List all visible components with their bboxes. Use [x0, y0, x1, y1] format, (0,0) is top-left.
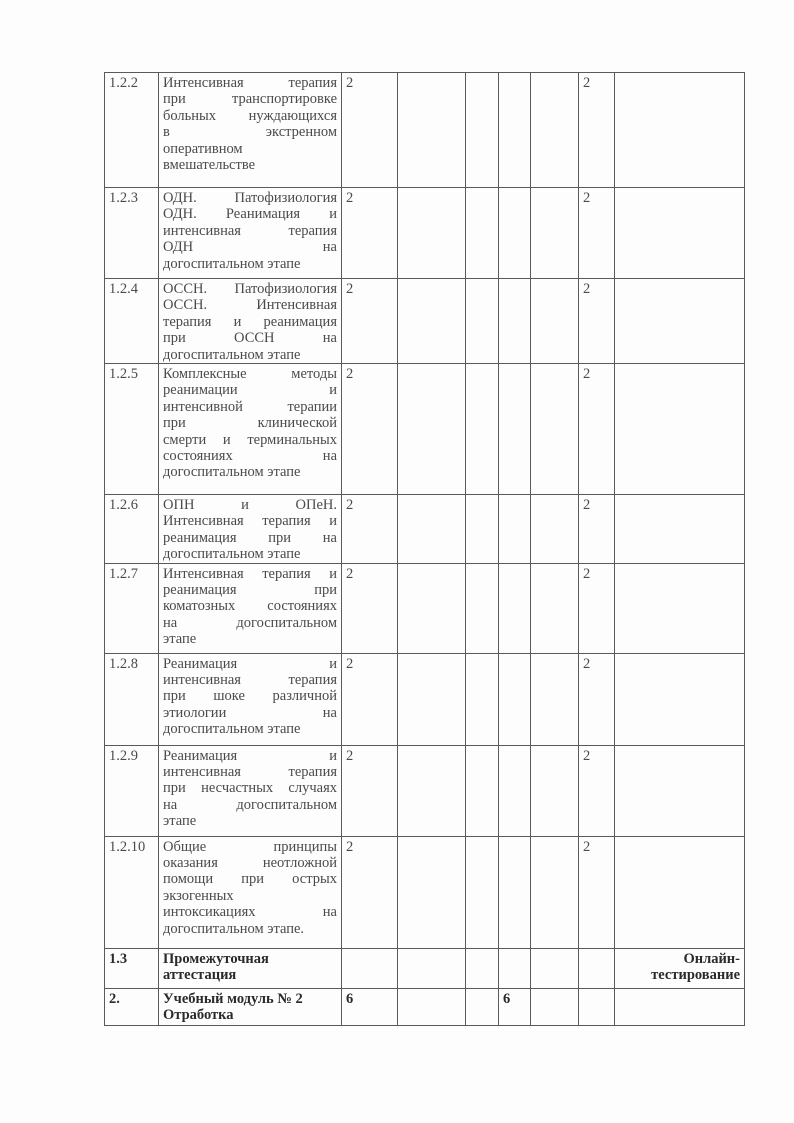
- hours-total: 2: [342, 745, 398, 836]
- topic-name-line: коматозных состояниях: [163, 598, 337, 615]
- topic-name-line: догоспитальном этапе: [163, 546, 301, 563]
- hours-total: 6: [342, 988, 398, 1025]
- control-form: [615, 563, 745, 653]
- hours-col-2: [398, 188, 466, 279]
- hours-col-5: [531, 73, 579, 188]
- hours-col-4: [499, 279, 531, 364]
- empty-cell: [342, 948, 398, 988]
- hours-total: 2: [342, 836, 398, 948]
- hours-total: 2: [342, 653, 398, 745]
- topic-name-line: догоспитальном этапе: [163, 255, 301, 272]
- hours-col-6: 2: [579, 563, 615, 653]
- table-row: [105, 563, 745, 653]
- table-row: [105, 73, 745, 188]
- topic-name-line: в экстренном: [163, 124, 337, 141]
- topic-name-line: при несчастных случаях: [163, 780, 337, 797]
- empty-cell: [398, 948, 466, 988]
- control-form-line: Онлайн-: [683, 950, 740, 967]
- control-form: [615, 364, 745, 495]
- row-number: 1.2.9: [105, 745, 159, 836]
- topic-name: [159, 188, 342, 279]
- hours-col-6: 2: [579, 653, 615, 745]
- empty-cell: [499, 948, 531, 988]
- hours-col-6: 2: [579, 836, 615, 948]
- topic-name: [159, 745, 342, 836]
- topic-name-line: ОССН. Интенсивная: [163, 297, 337, 314]
- hours-col-3: [466, 836, 499, 948]
- topic-name-line: при транспортировке: [163, 91, 337, 108]
- table-row: [105, 279, 745, 364]
- topic-name-line: интенсивная терапия: [163, 672, 337, 689]
- hours-col-6: [579, 988, 615, 1025]
- hours-col-3: [466, 563, 499, 653]
- topic-name-line: на догоспитальном: [163, 796, 337, 813]
- hours-col-5: [531, 279, 579, 364]
- control-form: [615, 73, 745, 188]
- topic-name-line: интенсивная терапия: [163, 222, 337, 239]
- hours-col-3: [466, 495, 499, 564]
- control-form: [615, 836, 745, 948]
- topic-name: [159, 836, 342, 948]
- hours-col-4: [499, 653, 531, 745]
- topic-name-line: догоспитальном этапе: [163, 464, 301, 481]
- hours-col-2: [398, 745, 466, 836]
- hours-col-2: [398, 364, 466, 495]
- hours-col-2: [398, 279, 466, 364]
- control-form: [615, 279, 745, 364]
- control-form: [615, 948, 745, 988]
- topic-name-line: Общие принципы: [163, 838, 337, 855]
- hours-col-6: 2: [579, 73, 615, 188]
- topic-name-line: Интенсивная терапия: [163, 75, 337, 91]
- hours-total: 2: [342, 188, 398, 279]
- topic-name-line: интоксикациях на: [163, 904, 337, 921]
- topic-name-line: догоспитальном этапе: [163, 346, 301, 363]
- topic-name-line: Интенсивная терапия и: [163, 565, 337, 582]
- topic-name-line: больных нуждающихся: [163, 107, 337, 124]
- topic-name-line: Интенсивная терапия и: [163, 513, 337, 530]
- hours-total: 2: [342, 73, 398, 188]
- hours-col-4: [499, 745, 531, 836]
- topic-name-line: экзогенных: [163, 887, 234, 904]
- empty-cell: [531, 948, 579, 988]
- hours-total: 2: [342, 495, 398, 564]
- topic-name-line: этиологии на: [163, 704, 337, 721]
- module-name-line: Учебный модуль № 2: [163, 990, 303, 1007]
- control-form: [615, 653, 745, 745]
- topic-name: [159, 653, 342, 745]
- hours-col-4: [499, 364, 531, 495]
- hours-col-3: [466, 279, 499, 364]
- hours-col-6: 2: [579, 188, 615, 279]
- hours-col-4: 6: [499, 988, 531, 1025]
- row-number: 1.2.4: [105, 279, 159, 364]
- hours-col-4: [499, 563, 531, 653]
- topic-name-line: оперативном: [163, 140, 243, 157]
- curriculum-table: [104, 72, 745, 1026]
- topic-name-line: на догоспитальном: [163, 614, 337, 631]
- attestation-name: [159, 948, 342, 988]
- hours-col-3: [466, 988, 499, 1025]
- empty-cell: [579, 948, 615, 988]
- module-row: [105, 988, 745, 1025]
- topic-name-line: интенсивная терапия: [163, 764, 337, 781]
- hours-col-5: [531, 988, 579, 1025]
- attestation-name-line: Промежуточная: [163, 950, 269, 967]
- hours-col-2: [398, 836, 466, 948]
- hours-col-5: [531, 653, 579, 745]
- module-name: [159, 988, 342, 1025]
- row-number: 1.2.6: [105, 495, 159, 564]
- topic-name-line: вмешательстве: [163, 157, 256, 174]
- row-number: 1.2.7: [105, 563, 159, 653]
- topic-name-line: при клинической: [163, 415, 337, 432]
- topic-name-line: этапе: [163, 631, 197, 648]
- topic-name: [159, 563, 342, 653]
- topic-name: [159, 364, 342, 495]
- hours-col-3: [466, 73, 499, 188]
- row-number: 2.: [105, 988, 159, 1025]
- hours-col-3: [466, 745, 499, 836]
- hours-col-3: [466, 653, 499, 745]
- row-number: 1.2.5: [105, 364, 159, 495]
- topic-name-line: ОДН на: [163, 239, 337, 256]
- topic-name-line: ОПН и ОПеН.: [163, 497, 337, 514]
- hours-col-6: 2: [579, 745, 615, 836]
- topic-name-line: при шоке различной: [163, 688, 337, 705]
- hours-col-6: 2: [579, 364, 615, 495]
- topic-name: [159, 495, 342, 564]
- control-form: [615, 188, 745, 279]
- hours-col-6: 2: [579, 279, 615, 364]
- table-row: [105, 745, 745, 836]
- row-number: 1.2.2: [105, 73, 159, 188]
- topic-name-line: догоспитальном этапе.: [163, 920, 305, 937]
- topic-name-line: Комплексные методы: [163, 366, 337, 383]
- module-name-line: Отработка: [163, 1007, 234, 1024]
- table-row: [105, 836, 745, 948]
- control-form: [615, 495, 745, 564]
- topic-name-line: ОДН. Реанимация и: [163, 206, 337, 223]
- hours-col-2: [398, 988, 466, 1025]
- control-form-line: тестирование: [651, 967, 740, 984]
- control-form: [615, 745, 745, 836]
- topic-name-line: догоспитальном этапе: [163, 721, 301, 738]
- topic-name-line: Реанимация и: [163, 655, 337, 672]
- table-row: [105, 364, 745, 495]
- topic-name-line: реанимация при: [163, 582, 337, 599]
- hours-col-4: [499, 188, 531, 279]
- topic-name-line: оказания неотложной: [163, 855, 337, 872]
- hours-col-4: [499, 495, 531, 564]
- hours-col-4: [499, 73, 531, 188]
- topic-name-line: состояниях на: [163, 448, 337, 465]
- topic-name-line: ОССН. Патофизиология: [163, 281, 337, 297]
- table-row: [105, 653, 745, 745]
- hours-col-5: [531, 836, 579, 948]
- hours-col-5: [531, 745, 579, 836]
- hours-col-3: [466, 364, 499, 495]
- table-row: [105, 188, 745, 279]
- row-number: 1.2.8: [105, 653, 159, 745]
- hours-col-5: [531, 188, 579, 279]
- topic-name-line: смерти и терминальных: [163, 431, 337, 448]
- hours-col-5: [531, 563, 579, 653]
- topic-name-line: при ОССН на: [163, 330, 337, 347]
- hours-col-2: [398, 653, 466, 745]
- hours-total: 2: [342, 279, 398, 364]
- row-number: 1.2.3: [105, 188, 159, 279]
- hours-col-6: 2: [579, 495, 615, 564]
- topic-name-line: этапе: [163, 813, 197, 830]
- topic-name-line: терапия и реанимация: [163, 313, 337, 330]
- hours-col-2: [398, 73, 466, 188]
- hours-col-4: [499, 836, 531, 948]
- empty-cell: [466, 948, 499, 988]
- topic-name-line: Реанимация и: [163, 747, 337, 764]
- topic-name-line: помощи при острых: [163, 871, 337, 888]
- hours-col-5: [531, 495, 579, 564]
- attestation-row: [105, 948, 745, 988]
- topic-name-line: интенсивной терапии: [163, 398, 337, 415]
- hours-col-5: [531, 364, 579, 495]
- row-number: 1.3: [105, 948, 159, 988]
- attestation-name-line: аттестация: [163, 967, 237, 984]
- topic-name: [159, 73, 342, 188]
- hours-total: 2: [342, 563, 398, 653]
- hours-col-3: [466, 188, 499, 279]
- hours-total: 2: [342, 364, 398, 495]
- topic-name: [159, 279, 342, 364]
- hours-col-2: [398, 495, 466, 564]
- table-row: [105, 495, 745, 564]
- control-form: [615, 988, 745, 1025]
- row-number: 1.2.10: [105, 836, 159, 948]
- topic-name-line: реанимация при на: [163, 529, 337, 546]
- topic-name-line: реанимации и: [163, 382, 337, 399]
- hours-col-2: [398, 563, 466, 653]
- topic-name-line: ОДН. Патофизиология: [163, 190, 337, 206]
